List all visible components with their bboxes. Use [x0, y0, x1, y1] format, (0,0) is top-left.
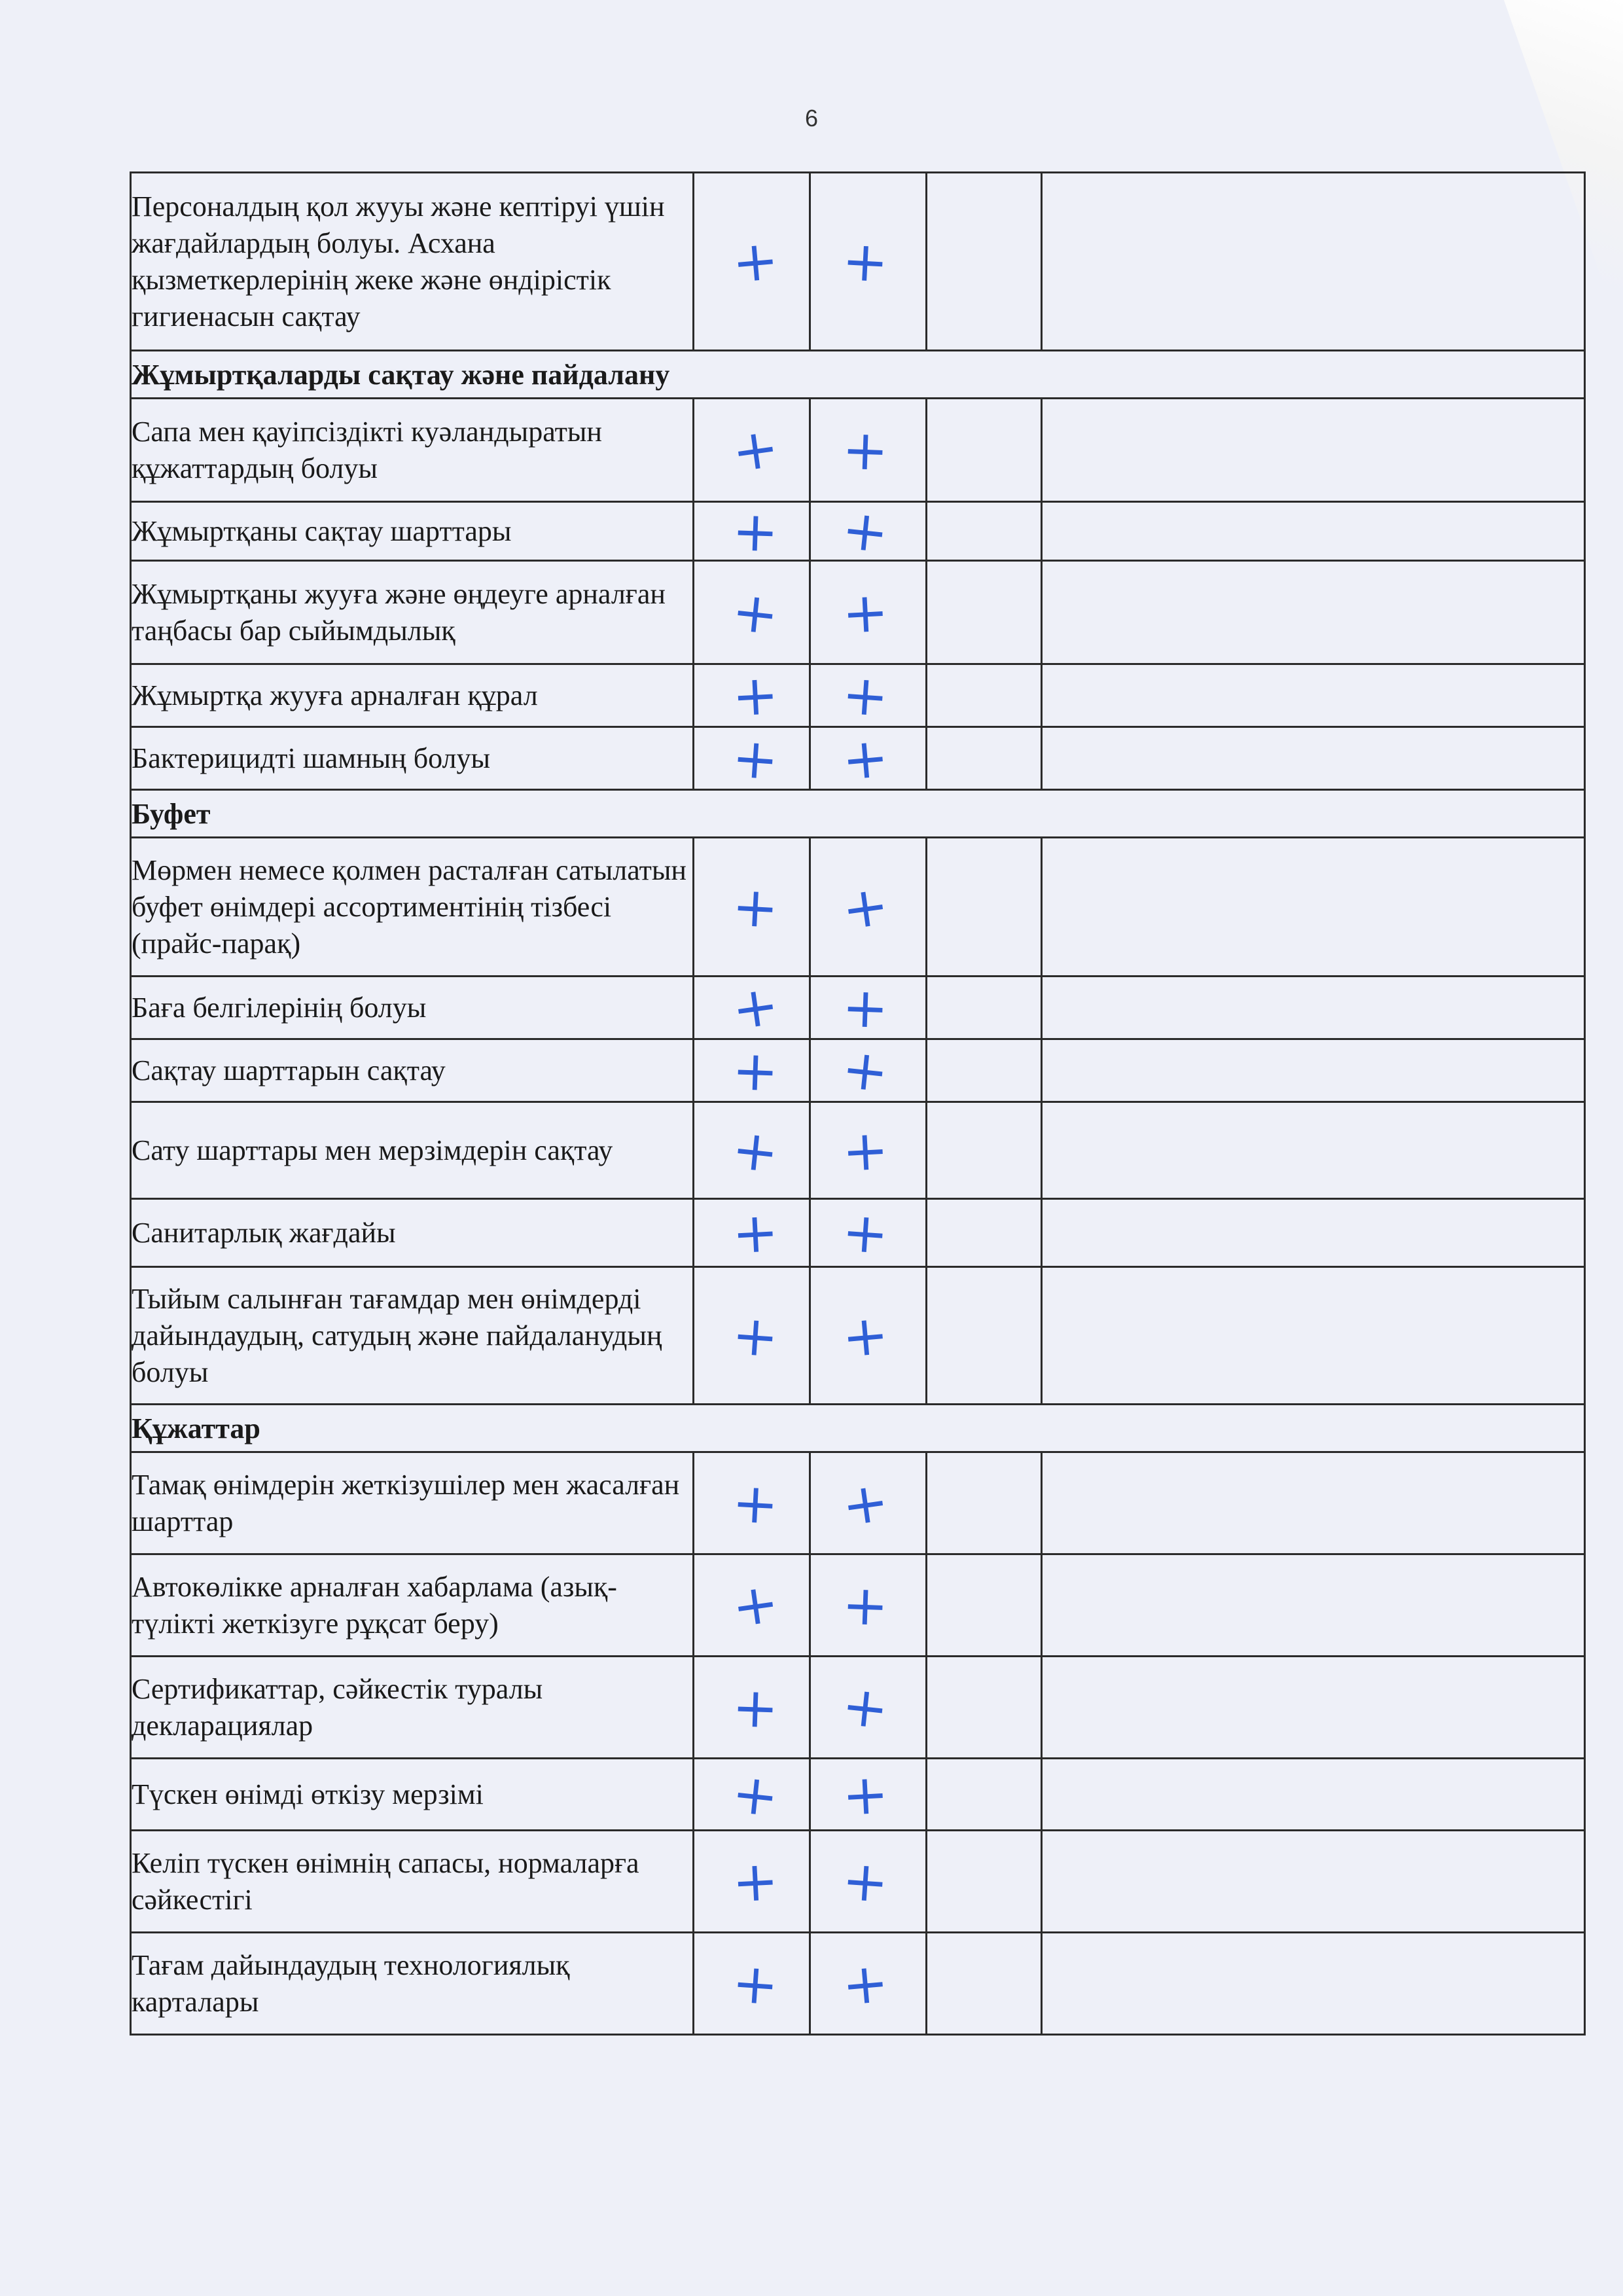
- check-cell: [927, 1657, 1042, 1759]
- check-cell: [927, 727, 1042, 790]
- check-cell: [1042, 1039, 1585, 1102]
- check-cell: [927, 1267, 1042, 1405]
- check-cell: [1042, 173, 1585, 351]
- section-header-row: [131, 351, 1585, 399]
- table-row: [131, 1102, 1585, 1199]
- table-row: [131, 561, 1585, 664]
- requirement-label: Тағам дайындаудың технологиялық карталары: [131, 1933, 694, 2035]
- handwritten-plus-mark: +: [729, 578, 782, 647]
- check-cell: [927, 502, 1042, 561]
- check-cell: [810, 1102, 927, 1199]
- check-cell: [1042, 1657, 1585, 1759]
- check-cell: [810, 838, 927, 977]
- handwritten-plus-mark: +: [839, 496, 892, 565]
- check-cell: [927, 1831, 1042, 1933]
- check-cell: [810, 1267, 927, 1405]
- handwritten-plus-mark: +: [730, 874, 781, 941]
- handwritten-plus-mark: +: [730, 662, 781, 728]
- check-cell: [694, 1554, 810, 1657]
- handwritten-plus-mark: +: [730, 1199, 781, 1266]
- check-cell: [1042, 1452, 1585, 1554]
- check-cell: [927, 1554, 1042, 1657]
- check-cell: [1042, 399, 1585, 502]
- handwritten-plus-mark: +: [730, 725, 781, 793]
- check-cell: [927, 399, 1042, 502]
- requirement-label: Персоналдың қол жууы және кептіруі үшін жағдайлардың болуы. Асхана қызметкерлерінің жеке және өндірістік гигиенасын сақтау: [131, 173, 694, 351]
- table-row: [131, 1657, 1585, 1759]
- section-title: Буфет: [131, 790, 1585, 838]
- requirement-label: Санитарлық жағдайы: [131, 1199, 694, 1267]
- check-cell: [694, 725, 810, 793]
- handwritten-plus-mark: +: [840, 579, 891, 646]
- check-cell: [927, 1039, 1042, 1102]
- table-row: [131, 838, 1585, 977]
- handwritten-plus-mark: +: [838, 872, 893, 942]
- table-row: [131, 1933, 1585, 2035]
- check-cell: [810, 1035, 927, 1105]
- section-header-row: [131, 790, 1585, 838]
- check-cell: [927, 561, 1042, 664]
- check-cell: [694, 1759, 810, 1831]
- handwritten-plus-mark: +: [840, 1761, 891, 1828]
- check-cell: [1042, 838, 1585, 977]
- handwritten-plus-mark: +: [840, 661, 891, 729]
- check-cell: [1042, 561, 1585, 664]
- check-cell: [810, 661, 927, 729]
- requirement-label: Жұмыртқаны сақтау шарттары: [131, 502, 694, 561]
- table-row: [131, 1039, 1585, 1102]
- requirement-label: Тамақ өнімдерін жеткізушілер мен жасалған шарттар: [131, 1452, 694, 1554]
- checklist-table: [130, 171, 1586, 2036]
- section-title: Құжаттар: [131, 1405, 1585, 1452]
- handwritten-plus-mark: +: [729, 1760, 782, 1829]
- requirement-label: Жұмыртқаны жууға және өңдеуге арналған таңбасы бар сыйымдылық: [131, 561, 694, 664]
- check-cell: [1042, 1102, 1585, 1199]
- requirement-label: Келіп түскен өнімнің сапасы, нормаларға сәйкестігі: [131, 1831, 694, 1933]
- check-cell: [810, 496, 927, 565]
- requirement-label: Жұмыртқа жууға арналған құрал: [131, 664, 694, 727]
- check-cell: [927, 664, 1042, 727]
- requirement-label: Сертификаттар, сәйкестік туралы декларациялар: [131, 1657, 694, 1759]
- check-cell: [1042, 1759, 1585, 1831]
- check-cell: [1042, 502, 1585, 561]
- handwritten-plus-mark: +: [730, 1302, 781, 1370]
- handwritten-plus-mark: +: [728, 414, 783, 485]
- table-row: [131, 664, 1585, 727]
- check-cell: [810, 1199, 927, 1267]
- check-cell: [810, 173, 927, 351]
- table-row: [131, 502, 1585, 561]
- check-cell: [810, 1759, 927, 1831]
- handwritten-plus-mark: +: [728, 1570, 783, 1640]
- handwritten-plus-mark: +: [730, 1848, 781, 1914]
- check-cell: [927, 838, 1042, 977]
- requirement-label: Сақтау шарттарын сақтау: [131, 1039, 694, 1102]
- check-cell: [694, 1102, 810, 1199]
- requirement-label: Автокөлікке арналған хабарлама (азық-түлікті жеткізуге рұқсат беру): [131, 1554, 694, 1657]
- check-cell: [810, 1657, 927, 1759]
- table-row: [131, 173, 1585, 351]
- requirement-label: Түскен өнімді өткізу мерзімі: [131, 1759, 694, 1831]
- handwritten-plus-mark: +: [730, 227, 781, 295]
- table-row: [131, 727, 1585, 790]
- check-cell: [810, 1554, 927, 1657]
- table-row: [131, 1267, 1585, 1405]
- check-cell: [694, 561, 810, 664]
- check-cell: [1042, 1831, 1585, 1933]
- check-cell: [694, 1267, 810, 1405]
- check-cell: [1042, 727, 1585, 790]
- table-row: [131, 1452, 1585, 1554]
- page-number: 6: [804, 105, 819, 132]
- check-cell: [694, 173, 810, 351]
- requirement-label: Баға белгілерінің болуы: [131, 977, 694, 1039]
- table-row: [131, 1759, 1585, 1831]
- handwritten-plus-mark: +: [731, 1674, 780, 1740]
- table-row: [131, 1554, 1585, 1657]
- table-row: [131, 1831, 1585, 1933]
- handwritten-plus-mark: +: [731, 498, 780, 564]
- handwritten-plus-mark: +: [840, 1301, 891, 1370]
- handwritten-plus-mark: +: [728, 972, 783, 1043]
- handwritten-plus-mark: +: [840, 1847, 891, 1915]
- check-cell: [927, 1452, 1042, 1554]
- requirement-label: Тыйым салынған тағамдар мен өнімдерді дайындаудың, сатудың және пайдаланудың болуы: [131, 1267, 694, 1405]
- check-cell: [694, 399, 810, 502]
- check-cell: [694, 972, 810, 1043]
- check-cell: [1042, 664, 1585, 727]
- check-cell: [694, 838, 810, 977]
- requirement-label: Сату шарттары мен мерзімдерін сақтау: [131, 1102, 694, 1199]
- check-cell: [694, 1657, 810, 1759]
- handwritten-plus-mark: +: [731, 1037, 780, 1103]
- handwritten-plus-mark: +: [841, 1572, 890, 1638]
- handwritten-plus-mark: +: [729, 1116, 782, 1185]
- handwritten-plus-mark: +: [840, 1117, 891, 1184]
- handwritten-plus-mark: +: [840, 724, 891, 793]
- handwritten-plus-mark: +: [838, 1468, 893, 1539]
- check-cell: [694, 1199, 810, 1267]
- table-row: [131, 399, 1585, 502]
- check-cell: [1042, 977, 1585, 1039]
- check-cell: [927, 1102, 1042, 1199]
- check-cell: [927, 1199, 1042, 1267]
- check-cell: [927, 1933, 1042, 2035]
- section-title: Жұмыртқаларды сақтау және пайдалану: [131, 351, 1585, 399]
- handwritten-plus-mark: +: [730, 1470, 781, 1537]
- check-cell: [694, 1452, 810, 1554]
- check-cell: [810, 1933, 927, 2035]
- check-cell: [810, 724, 927, 793]
- table-row: [131, 977, 1585, 1039]
- check-cell: [810, 977, 927, 1039]
- handwritten-plus-mark: +: [841, 417, 890, 483]
- handwritten-plus-mark: +: [730, 1950, 781, 2018]
- check-cell: [694, 1039, 810, 1102]
- check-cell: [810, 561, 927, 664]
- check-cell: [1042, 1933, 1585, 2035]
- check-cell: [694, 1831, 810, 1933]
- check-cell: [1042, 1267, 1585, 1405]
- check-cell: [694, 1933, 810, 2035]
- check-cell: [1042, 1554, 1585, 1657]
- handwritten-plus-mark: +: [840, 1949, 891, 2018]
- check-cell: [810, 1831, 927, 1933]
- check-cell: [927, 1759, 1042, 1831]
- requirement-label: Бактерицидті шамның болуы: [131, 727, 694, 790]
- handwritten-plus-mark: +: [840, 1198, 891, 1266]
- section-header-row: [131, 1405, 1585, 1452]
- handwritten-plus-mark: +: [841, 975, 890, 1041]
- check-cell: [810, 1452, 927, 1554]
- requirement-label: Мөрмен немесе қолмен расталған сатылатын буфет өнімдері ассортиментінің тізбесі (прайс-парақ): [131, 838, 694, 977]
- check-cell: [1042, 1199, 1585, 1267]
- handwritten-plus-mark: +: [839, 1035, 892, 1105]
- check-cell: [810, 399, 927, 502]
- table-row: [131, 1199, 1585, 1267]
- handwritten-plus-mark: +: [840, 228, 891, 295]
- check-cell: [927, 977, 1042, 1039]
- requirement-label: Сапа мен қауіпсіздікті куәландыратын құжаттардың болуы: [131, 399, 694, 502]
- check-cell: [694, 498, 810, 564]
- check-cell: [694, 664, 810, 727]
- handwritten-plus-mark: +: [839, 1672, 892, 1742]
- check-cell: [927, 173, 1042, 351]
